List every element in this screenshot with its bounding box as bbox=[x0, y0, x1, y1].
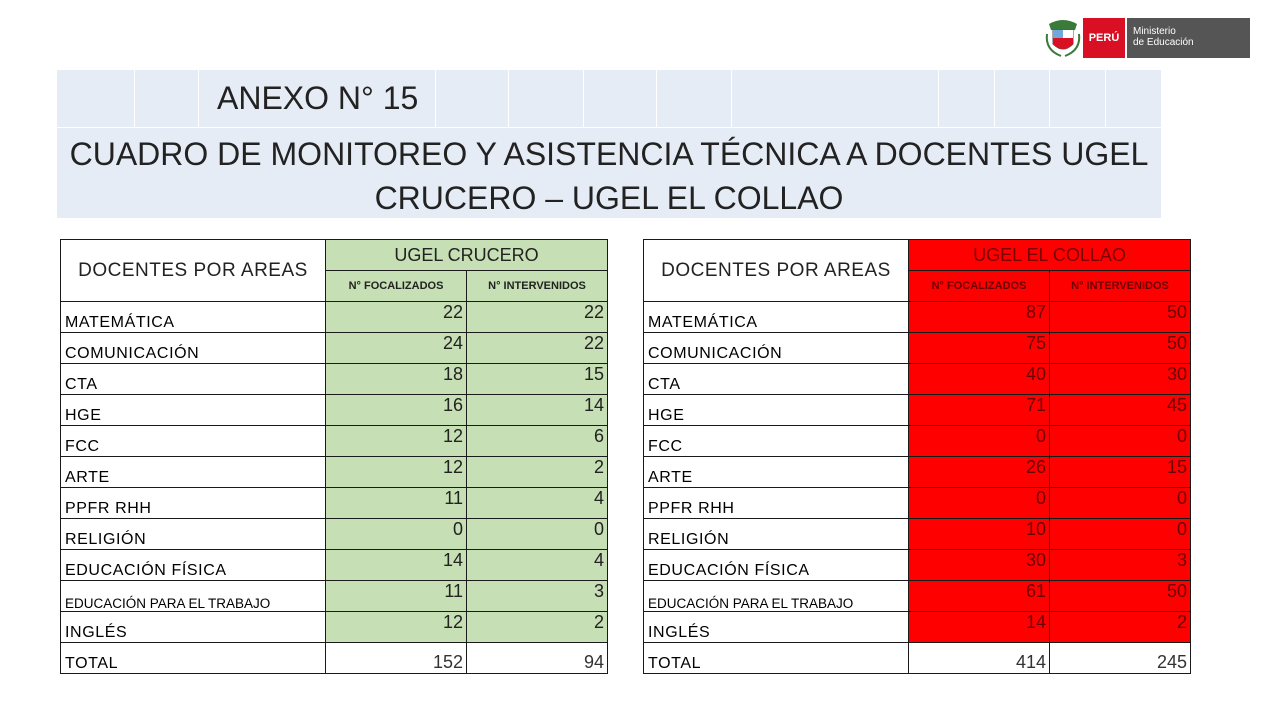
focalizados-cell: 10 bbox=[909, 519, 1050, 550]
table-row bbox=[644, 302, 1191, 333]
intervenidos-cell: 14 bbox=[467, 395, 608, 426]
table-row bbox=[61, 333, 608, 364]
intervenidos-cell: 3 bbox=[1050, 550, 1191, 581]
focalizados-cell: 40 bbox=[909, 364, 1050, 395]
area-cell: ARTE bbox=[644, 457, 909, 488]
total-row bbox=[61, 643, 608, 674]
focalizados-cell: 30 bbox=[909, 550, 1050, 581]
intervenidos-cell: 0 bbox=[1050, 488, 1191, 519]
intervenidos-cell: 3 bbox=[467, 581, 608, 612]
table-row bbox=[61, 395, 608, 426]
band-divider-line bbox=[1049, 70, 1050, 127]
focalizados-cell: 12 bbox=[326, 457, 467, 488]
peru-label: PERÚ bbox=[1083, 18, 1125, 58]
intervenidos-header: N° INTERVENIDOS bbox=[1050, 271, 1191, 302]
area-header: DOCENTES POR AREAS bbox=[61, 240, 326, 302]
area-header: DOCENTES POR AREAS bbox=[644, 240, 909, 302]
area-cell: CTA bbox=[644, 364, 909, 395]
area-cell: PPFR RHH bbox=[61, 488, 326, 519]
intervenidos-cell: 30 bbox=[1050, 364, 1191, 395]
focalizados-cell: 71 bbox=[909, 395, 1050, 426]
area-cell: HGE bbox=[61, 395, 326, 426]
ministry-label bbox=[1127, 18, 1250, 58]
focalizados-cell: 12 bbox=[326, 426, 467, 457]
intervenidos-header: N° INTERVENIDOS bbox=[467, 271, 608, 302]
band-divider-line bbox=[583, 70, 584, 127]
page-title-line1: CUADRO DE MONITOREO Y ASISTENCIA TÉCNICA A DOCENTES UGEL bbox=[69, 136, 1149, 172]
focalizados-cell: 18 bbox=[326, 364, 467, 395]
band-divider-line bbox=[656, 70, 657, 127]
intervenidos-cell: 45 bbox=[1050, 395, 1191, 426]
table-row bbox=[61, 550, 608, 581]
table-row bbox=[644, 457, 1191, 488]
area-cell: INGLÉS bbox=[61, 612, 326, 643]
ministry-line2: de Educación bbox=[1133, 37, 1194, 48]
area-cell: EDUCACIÓN PARA EL TRABAJO bbox=[644, 581, 909, 612]
table-row bbox=[644, 395, 1191, 426]
area-cell: COMUNICACIÓN bbox=[61, 333, 326, 364]
total-intervenidos: 94 bbox=[467, 643, 608, 674]
area-cell: EDUCACIÓN PARA EL TRABAJO bbox=[61, 581, 326, 612]
page-title-line2: CRUCERO – UGEL EL COLLAO bbox=[374, 180, 844, 216]
focalizados-cell: 61 bbox=[909, 581, 1050, 612]
focalizados-cell: 14 bbox=[326, 550, 467, 581]
table-row bbox=[61, 519, 608, 550]
area-cell: MATEMÁTICA bbox=[61, 302, 326, 333]
focalizados-cell: 0 bbox=[326, 519, 467, 550]
page-title bbox=[57, 132, 1161, 220]
intervenidos-cell: 50 bbox=[1050, 581, 1191, 612]
focalizados-cell: 0 bbox=[909, 488, 1050, 519]
focalizados-cell: 24 bbox=[326, 333, 467, 364]
ugel-el-collao-table bbox=[643, 239, 1191, 674]
table-row bbox=[61, 426, 608, 457]
table-row bbox=[644, 581, 1191, 612]
table-row bbox=[644, 488, 1191, 519]
area-cell: PPFR RHH bbox=[644, 488, 909, 519]
intervenidos-cell: 15 bbox=[1050, 457, 1191, 488]
intervenidos-cell: 4 bbox=[467, 550, 608, 581]
intervenidos-cell: 22 bbox=[467, 333, 608, 364]
band-horizontal-divider bbox=[57, 127, 1161, 128]
focalizados-cell: 14 bbox=[909, 612, 1050, 643]
area-cell: COMUNICACIÓN bbox=[644, 333, 909, 364]
annex-title: ANEXO N° 15 bbox=[217, 80, 419, 116]
table-row bbox=[61, 612, 608, 643]
total-intervenidos: 245 bbox=[1050, 643, 1191, 674]
area-cell: MATEMÁTICA bbox=[644, 302, 909, 333]
area-cell: EDUCACIÓN FÍSICA bbox=[61, 550, 326, 581]
table-row bbox=[644, 612, 1191, 643]
intervenidos-cell: 0 bbox=[1050, 519, 1191, 550]
focalizados-cell: 11 bbox=[326, 488, 467, 519]
focalizados-header: N° FOCALIZADOS bbox=[326, 271, 467, 302]
area-cell: INGLÉS bbox=[644, 612, 909, 643]
intervenidos-cell: 4 bbox=[467, 488, 608, 519]
area-cell: EDUCACIÓN FÍSICA bbox=[644, 550, 909, 581]
focalizados-cell: 75 bbox=[909, 333, 1050, 364]
band-divider-line bbox=[508, 70, 509, 127]
table-row bbox=[644, 426, 1191, 457]
table-row bbox=[644, 364, 1191, 395]
band-divider-line bbox=[435, 70, 436, 127]
peru-coat-of-arms-icon bbox=[1043, 16, 1083, 60]
focalizados-cell: 11 bbox=[326, 581, 467, 612]
ugel-crucero-table bbox=[60, 239, 608, 674]
area-cell: RELIGIÓN bbox=[61, 519, 326, 550]
table-row bbox=[644, 519, 1191, 550]
focalizados-cell: 16 bbox=[326, 395, 467, 426]
table-row bbox=[61, 302, 608, 333]
band-divider-line bbox=[198, 70, 199, 127]
intervenidos-cell: 2 bbox=[467, 457, 608, 488]
table-body bbox=[61, 240, 608, 674]
total-row bbox=[644, 643, 1191, 674]
total-label: TOTAL bbox=[644, 643, 909, 674]
band-divider-line bbox=[938, 70, 939, 127]
table-row bbox=[61, 457, 608, 488]
intervenidos-cell: 50 bbox=[1050, 302, 1191, 333]
title-band bbox=[57, 70, 1161, 218]
table-row bbox=[644, 333, 1191, 364]
area-cell: CTA bbox=[61, 364, 326, 395]
intervenidos-cell: 6 bbox=[467, 426, 608, 457]
ugel-header: UGEL EL COLLAO bbox=[909, 240, 1191, 271]
area-cell: RELIGIÓN bbox=[644, 519, 909, 550]
focalizados-cell: 87 bbox=[909, 302, 1050, 333]
ministry-logo bbox=[1043, 16, 1251, 60]
area-cell: HGE bbox=[644, 395, 909, 426]
intervenidos-cell: 15 bbox=[467, 364, 608, 395]
band-divider-line bbox=[1105, 70, 1106, 127]
focalizados-cell: 0 bbox=[909, 426, 1050, 457]
focalizados-cell: 12 bbox=[326, 612, 467, 643]
area-cell: FCC bbox=[644, 426, 909, 457]
band-divider-line bbox=[994, 70, 995, 127]
intervenidos-cell: 22 bbox=[467, 302, 608, 333]
total-focalizados: 152 bbox=[326, 643, 467, 674]
ministry-line1: Ministerio bbox=[1133, 26, 1176, 37]
total-focalizados: 414 bbox=[909, 643, 1050, 674]
area-cell: ARTE bbox=[61, 457, 326, 488]
focalizados-cell: 26 bbox=[909, 457, 1050, 488]
table-body bbox=[644, 240, 1191, 674]
intervenidos-cell: 2 bbox=[467, 612, 608, 643]
focalizados-header: N° FOCALIZADOS bbox=[909, 271, 1050, 302]
table-row bbox=[61, 364, 608, 395]
table-row bbox=[61, 581, 608, 612]
total-label: TOTAL bbox=[61, 643, 326, 674]
intervenidos-cell: 50 bbox=[1050, 333, 1191, 364]
area-cell: FCC bbox=[61, 426, 326, 457]
intervenidos-cell: 2 bbox=[1050, 612, 1191, 643]
ugel-header: UGEL CRUCERO bbox=[326, 240, 608, 271]
table-row bbox=[644, 550, 1191, 581]
band-divider-line bbox=[731, 70, 732, 127]
band-divider-line bbox=[134, 70, 135, 127]
table-row bbox=[61, 488, 608, 519]
intervenidos-cell: 0 bbox=[467, 519, 608, 550]
focalizados-cell: 22 bbox=[326, 302, 467, 333]
intervenidos-cell: 0 bbox=[1050, 426, 1191, 457]
